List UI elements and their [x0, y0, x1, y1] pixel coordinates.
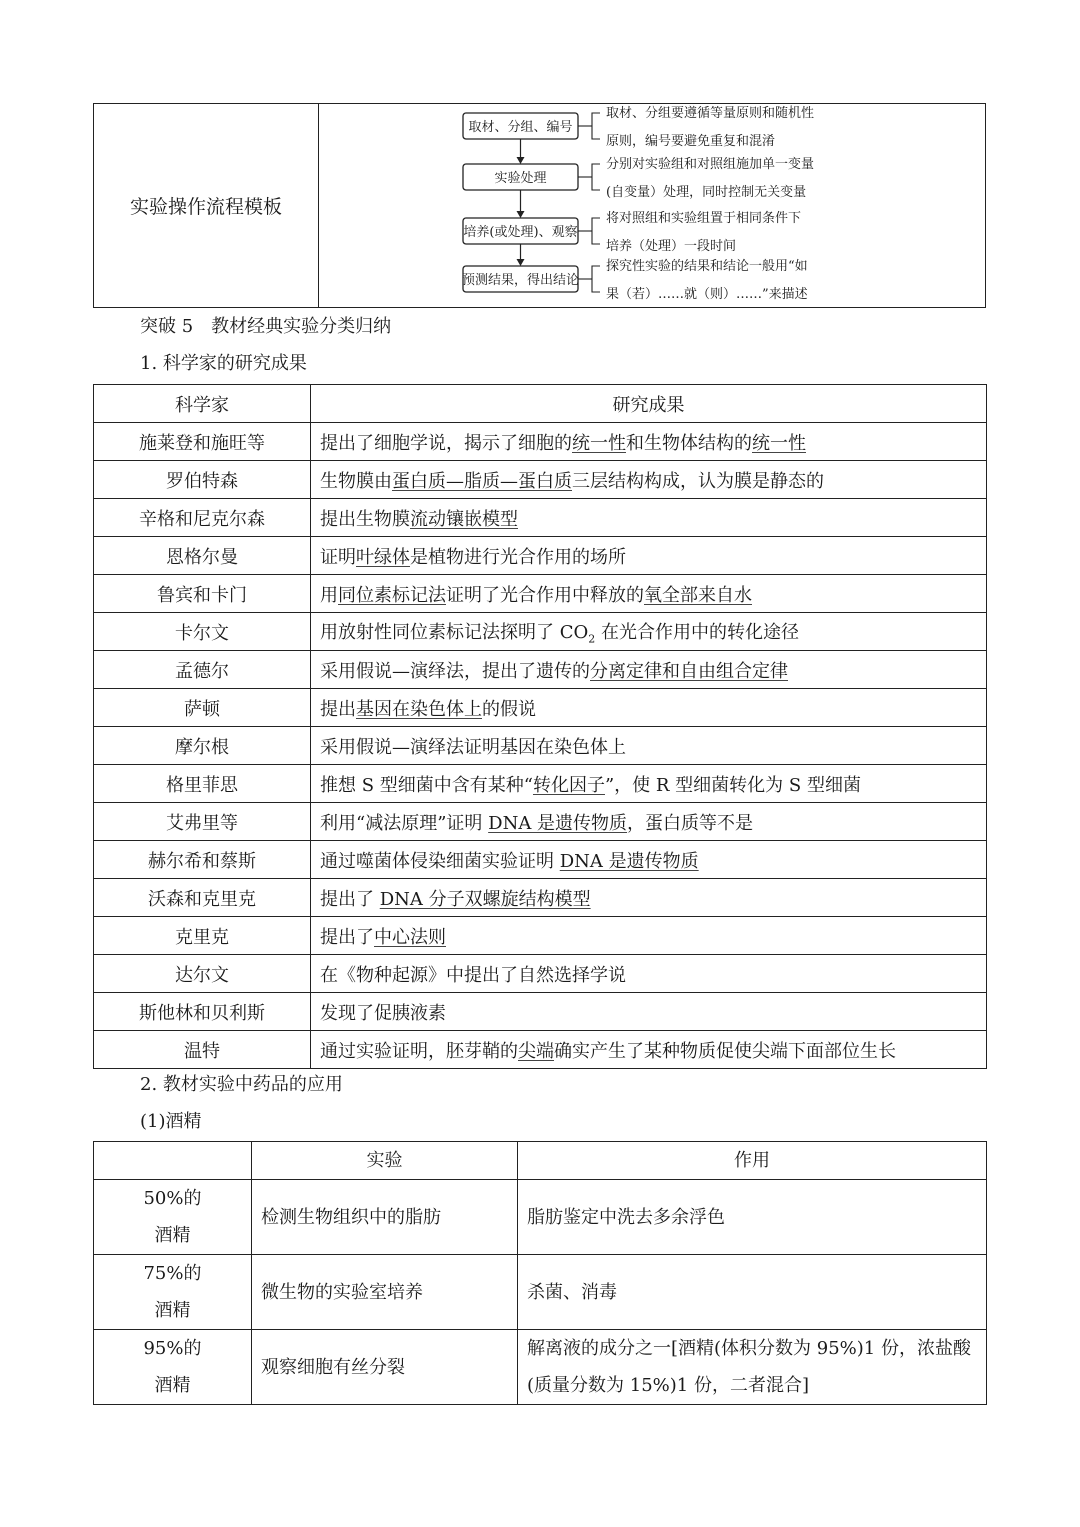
- table-row: [94, 1031, 987, 1069]
- achievement-text: 用放射性同位素标记法探明了 CO: [320, 621, 589, 643]
- achievement-cell: [311, 955, 987, 993]
- subsection-2-1-title: (1)酒精: [140, 1111, 202, 1132]
- concentration-text: 50%的: [143, 1188, 202, 1209]
- flow-bracket: [592, 164, 600, 190]
- flow-note-line: 果（若）……就（则）……”来描述: [606, 287, 808, 302]
- flow-step-label: 实验处理: [494, 171, 547, 186]
- experiment-cell: 微生物的实验室培养: [252, 1255, 518, 1330]
- header-scientist: 科学家: [94, 385, 311, 423]
- table-row: [94, 689, 987, 727]
- scientist-name: 格里菲思: [94, 765, 311, 803]
- table-row: [94, 727, 987, 765]
- achievement-cell: [311, 423, 987, 461]
- alcohol-concentration: [94, 1255, 252, 1330]
- flow-bracket: [592, 218, 600, 244]
- achievement-text: 发现了促胰液素: [320, 1002, 446, 1024]
- achievement-text: 通过噬菌体侵染细菌实验证明: [320, 850, 560, 872]
- scientist-name: 沃森和克里克: [94, 879, 311, 917]
- scientist-name: 温特: [94, 1031, 311, 1069]
- achievement-cell: [311, 689, 987, 727]
- achievement-text: 三层结构构成，认为膜是静态的: [572, 470, 824, 492]
- achievement-cell: [311, 917, 987, 955]
- flow-step-label: 取材、分组、编号: [468, 120, 573, 135]
- achievement-text: 提出生物膜: [320, 508, 410, 530]
- achievement-cell: [311, 575, 987, 613]
- achievement-text: 利用“减法原理”证明: [320, 812, 489, 834]
- scientist-name: 赫尔希和蔡斯: [94, 841, 311, 879]
- scientists-table: [93, 384, 987, 1069]
- concentration-text: 95%的: [143, 1338, 202, 1359]
- table-row: [94, 537, 987, 575]
- scientist-name: 恩格尔曼: [94, 537, 311, 575]
- achievement-text: 确实产生了某种物质促使尖端下面部位生长: [554, 1040, 896, 1062]
- achievement-text: 在《物种起源》中提出了自然选择学说: [320, 964, 626, 986]
- table-row: [94, 423, 987, 461]
- table-row: [94, 1330, 987, 1405]
- achievement-text: ”，使 R 型细菌转化为 S 型细菌: [604, 774, 861, 796]
- experiment-cell: 检测生物组织中的脂肪: [252, 1180, 518, 1255]
- underlined-keyword: 蛋白质—脂质—蛋白质: [392, 470, 572, 492]
- subsection-2-title: 2. 教材实验中药品的应用: [140, 1074, 343, 1095]
- flow-note-line: 取材、分组要遵循等量原则和随机性: [606, 106, 815, 121]
- achievement-text: 是植物进行光合作用的场所: [410, 546, 626, 568]
- table-header-row: [94, 385, 987, 423]
- table-row: [94, 1180, 987, 1255]
- table-row: [94, 917, 987, 955]
- flow-step-label: 培养(或处理)、观察: [463, 225, 578, 240]
- header-achievement: 研究成果: [311, 385, 987, 423]
- scientist-name: 摩尔根: [94, 727, 311, 765]
- table-row: [94, 993, 987, 1031]
- scientist-name: 鲁宾和卡门: [94, 575, 311, 613]
- achievement-cell: [311, 537, 987, 575]
- flow-note-line: 原则，编号要避免重复和混淆: [606, 134, 776, 149]
- scientist-name: 萨顿: [94, 689, 311, 727]
- role-cell: 解离液的成分之一[酒精(体积分数为 95%)1 份，浓盐酸(质量分数为 15%)1 份，二者混合]: [518, 1330, 987, 1405]
- flow-step-label: 预测结果，得出结论: [461, 273, 580, 288]
- table-row: [94, 879, 987, 917]
- achievement-text: 推想 S 型细菌中含有某种“: [320, 774, 533, 796]
- table-row: [94, 461, 987, 499]
- achievement-text: 提出: [320, 698, 356, 720]
- scientist-name: 斯他林和贝利斯: [94, 993, 311, 1031]
- scientist-name: 罗伯特森: [94, 461, 311, 499]
- underlined-keyword: 统一性: [752, 432, 806, 454]
- achievement-cell: [311, 461, 987, 499]
- scientist-name: 克里克: [94, 917, 311, 955]
- achievement-cell: [311, 727, 987, 765]
- underlined-keyword: 统一性: [572, 432, 626, 454]
- role-cell: 脂肪鉴定中洗去多余浮色: [518, 1180, 987, 1255]
- achievement-text: 提出了: [320, 888, 380, 910]
- scientist-name: 艾弗里等: [94, 803, 311, 841]
- table-row: [94, 575, 987, 613]
- alcohol-concentration: [94, 1330, 252, 1405]
- achievement-cell: [311, 765, 987, 803]
- table-row: [94, 499, 987, 537]
- flow-note-line: (自变量）处理，同时控制无关变量: [606, 185, 807, 200]
- achievement-text: 通过实验证明，胚芽鞘的: [320, 1040, 518, 1062]
- underlined-keyword: 中心法则: [374, 926, 446, 948]
- table-row: [94, 1255, 987, 1330]
- subsection-1-title: 1. 科学家的研究成果: [140, 353, 307, 374]
- scientist-name: 施莱登和施旺等: [94, 423, 311, 461]
- achievement-cell: [311, 499, 987, 537]
- flow-note-line: 探究性实验的结果和结论一般用“如: [606, 259, 808, 274]
- concentration-text: 酒精: [154, 1375, 191, 1396]
- section-5-title: 突破 5 教材经典实验分类归纳: [140, 316, 392, 337]
- experiment-cell: 观察细胞有丝分裂: [252, 1330, 518, 1405]
- flow-arrow-head-icon: [517, 211, 525, 218]
- underlined-keyword: DNA 是遗传物质: [488, 812, 628, 834]
- underlined-keyword: 分离定律和自由组合定律: [590, 660, 788, 682]
- achievement-cell: [311, 1031, 987, 1069]
- header-empty: [94, 1142, 252, 1180]
- scientist-name: 卡尔文: [94, 613, 311, 651]
- concentration-text: 75%的: [143, 1263, 202, 1284]
- flow-template-table: [93, 103, 986, 308]
- scientist-name: 孟德尔: [94, 651, 311, 689]
- underlined-keyword: 转化因子: [532, 774, 605, 796]
- concentration-text: 酒精: [154, 1225, 191, 1246]
- flow-arrow-head-icon: [517, 259, 525, 266]
- achievement-text: 2: [588, 632, 596, 646]
- achievement-cell: [311, 613, 987, 651]
- underlined-keyword: DNA 分子双螺旋结构模型: [379, 888, 591, 910]
- role-cell: 杀菌、消毒: [518, 1255, 987, 1330]
- alcohol-table: [93, 1141, 987, 1405]
- achievement-text: ，蛋白质等不是: [627, 812, 754, 834]
- flow-bracket: [592, 113, 600, 139]
- alcohol-concentration: [94, 1180, 252, 1255]
- flow-arrow-head-icon: [517, 157, 525, 164]
- table-row: [94, 765, 987, 803]
- header-role: 作用: [518, 1142, 987, 1180]
- table-row: [94, 841, 987, 879]
- flow-bracket: [592, 266, 600, 292]
- achievement-cell: [311, 879, 987, 917]
- flow-diagram: [94, 104, 985, 307]
- achievement-text: 在光合作用中的转化途径: [595, 621, 799, 643]
- achievement-cell: [311, 651, 987, 689]
- underlined-keyword: DNA 是遗传物质: [559, 850, 699, 872]
- achievement-text: 的假说: [482, 698, 536, 720]
- achievement-cell: [311, 841, 987, 879]
- achievement-text: 提出了细胞学说，揭示了细胞的: [320, 432, 572, 454]
- achievement-text: 用: [320, 584, 338, 606]
- achievement-text: 提出了: [320, 926, 374, 948]
- achievement-text: 证明了光合作用中释放的: [446, 584, 644, 606]
- table-row: [94, 613, 987, 651]
- achievement-text: 和生物体结构的: [626, 432, 752, 454]
- scientist-name: 达尔文: [94, 955, 311, 993]
- achievement-text: 生物膜由: [320, 470, 392, 492]
- table-row: [94, 955, 987, 993]
- underlined-keyword: 叶绿体: [356, 546, 410, 568]
- flow-note-line: 培养（处理）一段时间: [606, 239, 737, 254]
- achievement-cell: [311, 993, 987, 1031]
- underlined-keyword: 同位素标记法: [338, 584, 446, 606]
- concentration-text: 酒精: [154, 1300, 191, 1321]
- table-row: [94, 803, 987, 841]
- underlined-keyword: 基因在染色体上: [356, 698, 482, 720]
- achievement-cell: [311, 803, 987, 841]
- underlined-keyword: 氧全部来自水: [644, 584, 752, 606]
- underlined-keyword: 尖端: [518, 1040, 554, 1062]
- table-header-row: [94, 1142, 987, 1180]
- flow-note-line: 将对照组和实验组置于相同条件下: [606, 211, 802, 226]
- achievement-text: 采用假说—演绎法证明基因在染色体上: [320, 736, 626, 758]
- underlined-keyword: 流动镶嵌模型: [410, 508, 518, 530]
- header-experiment: 实验: [252, 1142, 518, 1180]
- table-row: [94, 651, 987, 689]
- achievement-text: 证明: [320, 546, 356, 568]
- flow-note-line: 分别对实验组和对照组施加单一变量: [606, 157, 815, 172]
- flow-template-label: 实验操作流程模板: [94, 104, 319, 307]
- achievement-text: 采用假说—演绎法，提出了遗传的: [320, 660, 590, 682]
- scientist-name: 辛格和尼克尔森: [94, 499, 311, 537]
